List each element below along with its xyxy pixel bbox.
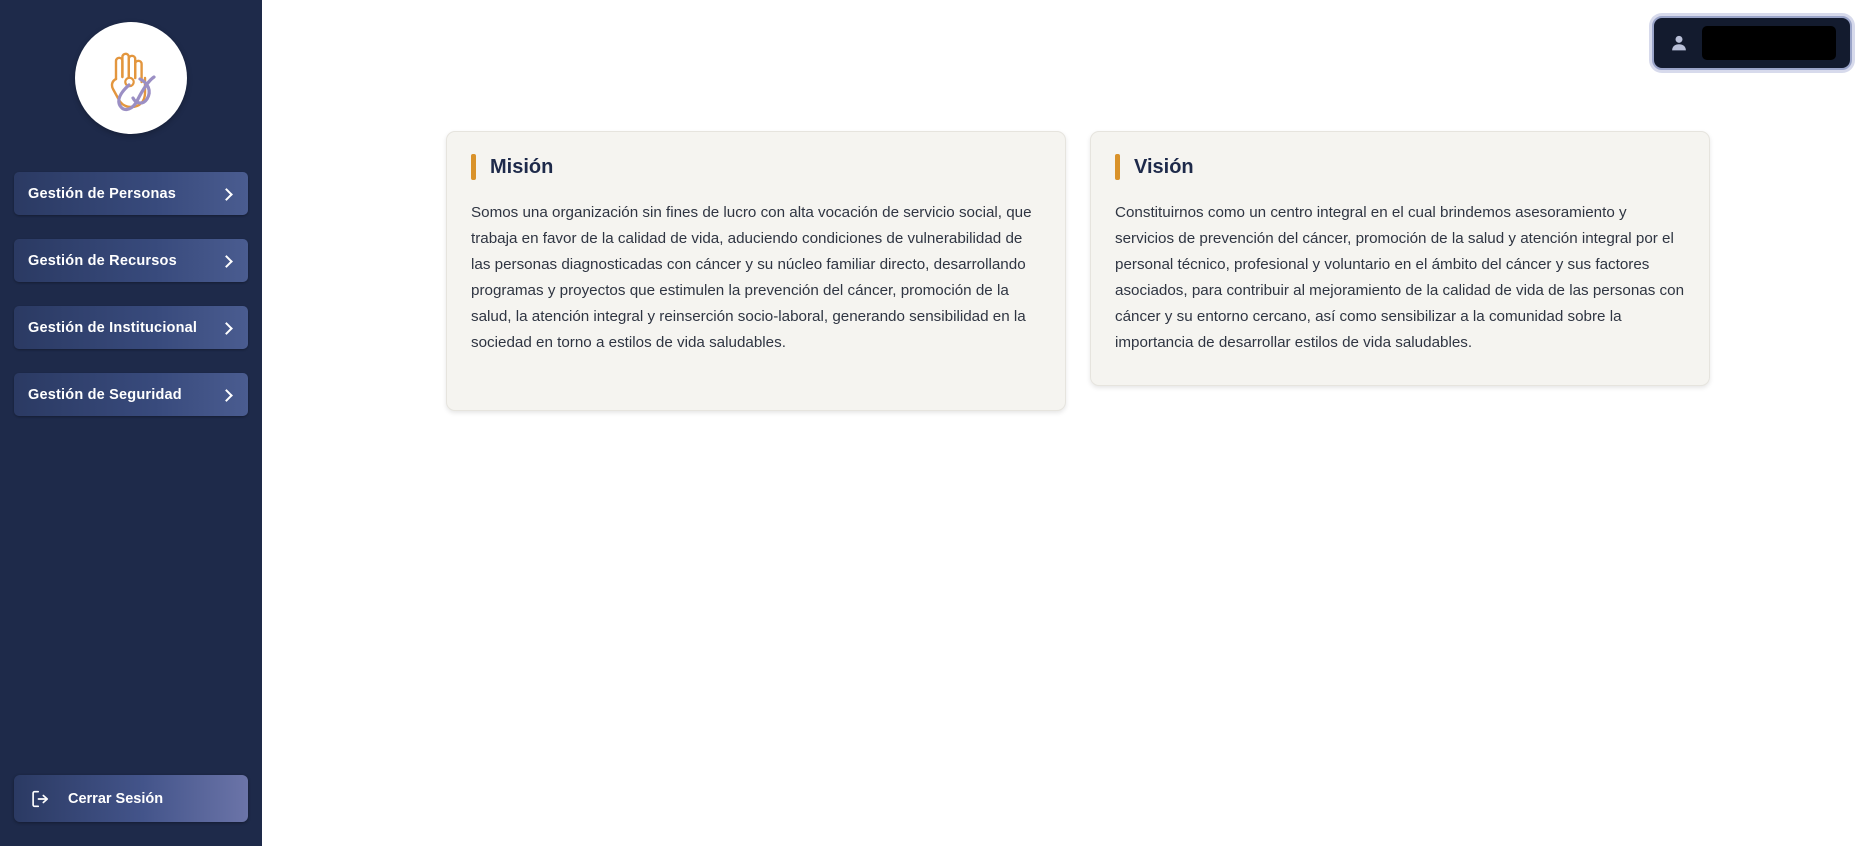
card-vision-header bbox=[1115, 154, 1685, 180]
card-vision-text: Constituirnos como un centro integral en el cual brindemos asesoramiento y servicios de prevención del cáncer, promoción de la salud y atención integral por el personal técnico, profesional y voluntario en el ámbito del cáncer y sus factores asociados, para contribuir al mejoramiento de la calidad de vida de las personas con cáncer y su entorno cercano, así como sensibilizar a la comunidad sobre la importancia de desarrollar estilos de vida saludables. bbox=[1115, 204, 1685, 351]
user-name-redacted bbox=[1702, 26, 1836, 60]
chevron-right-icon bbox=[220, 187, 234, 201]
user-avatar-icon bbox=[1668, 32, 1690, 54]
info-cards bbox=[446, 131, 1710, 411]
sidebar-item-gestion-de-institucional[interactable] bbox=[14, 306, 248, 349]
accent-bar-icon bbox=[471, 154, 476, 180]
logout-label: Cerrar Sesión bbox=[68, 790, 164, 807]
sidebar-item-label: Gestión de Personas bbox=[28, 185, 177, 202]
sidebar bbox=[0, 0, 262, 846]
logo-hand-ribbon-icon bbox=[88, 35, 174, 121]
chevron-right-icon bbox=[220, 388, 234, 402]
card-vision bbox=[1090, 131, 1710, 386]
card-mision-title: Misión bbox=[490, 155, 554, 178]
chevron-right-icon bbox=[220, 321, 234, 335]
card-mision bbox=[446, 131, 1066, 411]
sidebar-nav bbox=[0, 172, 262, 440]
sidebar-item-gestion-de-seguridad[interactable] bbox=[14, 373, 248, 416]
card-mision-text: Somos una organización sin fines de lucro con alta vocación de servicio social, que trabaja en favor de la calidad de vida, aduciendo condiciones de vulnerabilidad de las personas diagnosticadas con cáncer y su núcleo familiar directo, desarrollando programas y proyectos que estimulen la prevención del cáncer, promoción de la salud, la atención integral y reinserción socio-laboral, generando sensibilidad en la sociedad en torno a estilos de vida saludables. bbox=[471, 204, 1032, 351]
sidebar-item-label: Gestión de Seguridad bbox=[28, 386, 182, 403]
main-content bbox=[262, 0, 1874, 846]
logout-button[interactable] bbox=[14, 775, 248, 822]
accent-bar-icon bbox=[1115, 154, 1120, 180]
card-vision-title: Visión bbox=[1134, 155, 1194, 178]
logout-icon bbox=[30, 788, 52, 810]
sidebar-item-label: Gestión de Recursos bbox=[28, 252, 177, 269]
card-mision-header bbox=[471, 154, 1041, 180]
org-logo bbox=[75, 22, 187, 134]
user-name bbox=[1702, 35, 1708, 50]
sidebar-item-gestion-de-personas[interactable] bbox=[14, 172, 248, 215]
chevron-right-icon bbox=[220, 254, 234, 268]
user-menu-button[interactable] bbox=[1652, 16, 1852, 70]
sidebar-item-gestion-de-recursos[interactable] bbox=[14, 239, 248, 282]
sidebar-item-label: Gestión de Institucional bbox=[28, 319, 198, 336]
